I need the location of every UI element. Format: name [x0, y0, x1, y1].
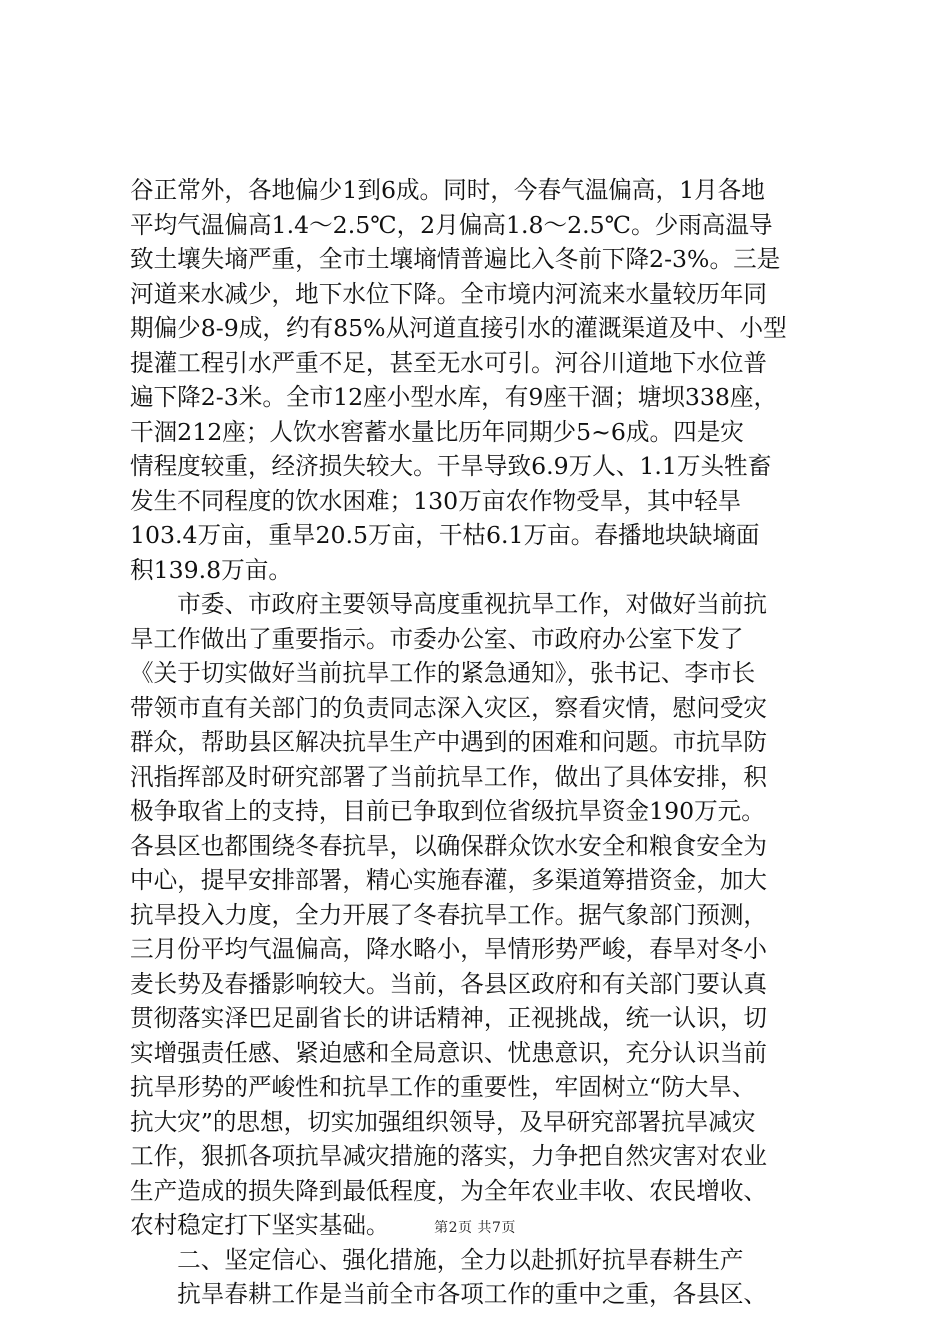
text-line: 中心，提早安排部署，精心实施春灌，多渠道筹措资金，加大	[130, 866, 768, 894]
text-line: 发生不同程度的饮水困难；130万亩农作物受旱，其中轻旱	[130, 486, 742, 515]
text-line: 谷正常外，各地偏少1到6成。同时，今春气温偏高，1月各地	[130, 176, 765, 204]
text-line: 市委、市政府主要领导高度重视抗旱工作，对做好当前抗	[130, 590, 768, 618]
text-line: 农村稳定打下坚实基础。	[130, 1211, 390, 1239]
text-line: 抗旱投入力度，全力开展了冬春抗旱工作。据气象部门预测，	[130, 900, 768, 929]
text-line: 实增强责任感、紧迫感和全局意识、忧患意识，充分认识当前	[130, 1038, 768, 1067]
page-number-footer: 第2页 共7页	[434, 1220, 516, 1236]
text-line: 情程度较重，经济损失较大。干旱导致6.9万人、1.1万头牲畜	[130, 452, 772, 480]
text-line: 致土壤失墒严重，全市土壤墒情普遍比入冬前下降2-3%。三是	[130, 245, 781, 273]
text-line: 河道来水减少，地下水位下降。全市境内河流来水量较历年同	[130, 279, 768, 308]
text-line: 遍下降2-3米。全市12座小型水库，有9座干涸；塘坝338座，	[130, 383, 778, 411]
text-line: 103.4万亩，重旱20.5万亩，干枯6.1万亩。春播地块缺墒面	[130, 521, 760, 549]
text-line: 抗大灾”的思想，切实加强组织领导，及早研究部署抗旱减灾	[130, 1107, 756, 1136]
section-heading: 二、坚定信心、强化措施，全力以赴抓好抗旱春耕生产	[130, 1245, 744, 1274]
text-line: 《关于切实做好当前抗旱工作的紧急通知》，张书记、李市长	[130, 659, 756, 687]
text-line: 汛指挥部及时研究部署了当前抗旱工作，做出了具体安排，积	[130, 762, 768, 791]
text-line: 期偏少8-9成，约有85%从河道直接引水的灌溉渠道及中、小型	[130, 314, 787, 342]
text-line: 旱工作做出了重要指示。市委办公室、市政府办公室下发了	[130, 624, 744, 653]
text-line: 麦长势及春播影响较大。当前，各县区政府和有关部门要认真	[130, 969, 768, 998]
text-line: 平均气温偏高1.4～2.5℃，2月偏高1.8～2.5℃。少雨高温导	[130, 210, 773, 239]
text-line: 三月份平均气温偏高，降水略小，旱情形势严峻，春旱对冬小	[130, 935, 768, 963]
text-line: 干涸212座；人饮水窖蓄水量比历年同期少5~6成。四是灾	[130, 417, 744, 446]
text-line: 带领市直有关部门的负责同志深入灾区，察看灾情，慰问受灾	[130, 693, 768, 722]
text-line: 提灌工程引水严重不足，甚至无水可引。河谷川道地下水位普	[130, 348, 768, 377]
text-line: 抗旱春耕工作是当前全市各项工作的重中之重，各县区、	[130, 1280, 768, 1308]
text-line: 抗旱形势的严峻性和抗旱工作的重要性，牢固树立“防大旱、	[130, 1073, 756, 1101]
text-line: 极争取省上的支持，目前已争取到位省级抗旱资金190万元。	[130, 797, 765, 825]
text-line: 贯彻落实泽巴足副省长的讲话精神，正视挑战，统一认识，切	[130, 1004, 768, 1032]
document-body	[130, 173, 830, 1312]
text-line: 生产造成的损失降到最低程度，为全年农业丰收、农民增收、	[130, 1176, 768, 1205]
text-line: 积139.8万亩。	[130, 555, 292, 584]
text-line: 群众，帮助县区解决抗旱生产中遇到的困难和问题。市抗旱防	[130, 728, 768, 756]
text-line: 工作，狠抓各项抗旱减灾措施的落实，力争把自然灾害对农业	[130, 1142, 768, 1170]
text-line: 各县区也都围绕冬春抗旱，以确保群众饮水安全和粮食安全为	[130, 831, 768, 860]
